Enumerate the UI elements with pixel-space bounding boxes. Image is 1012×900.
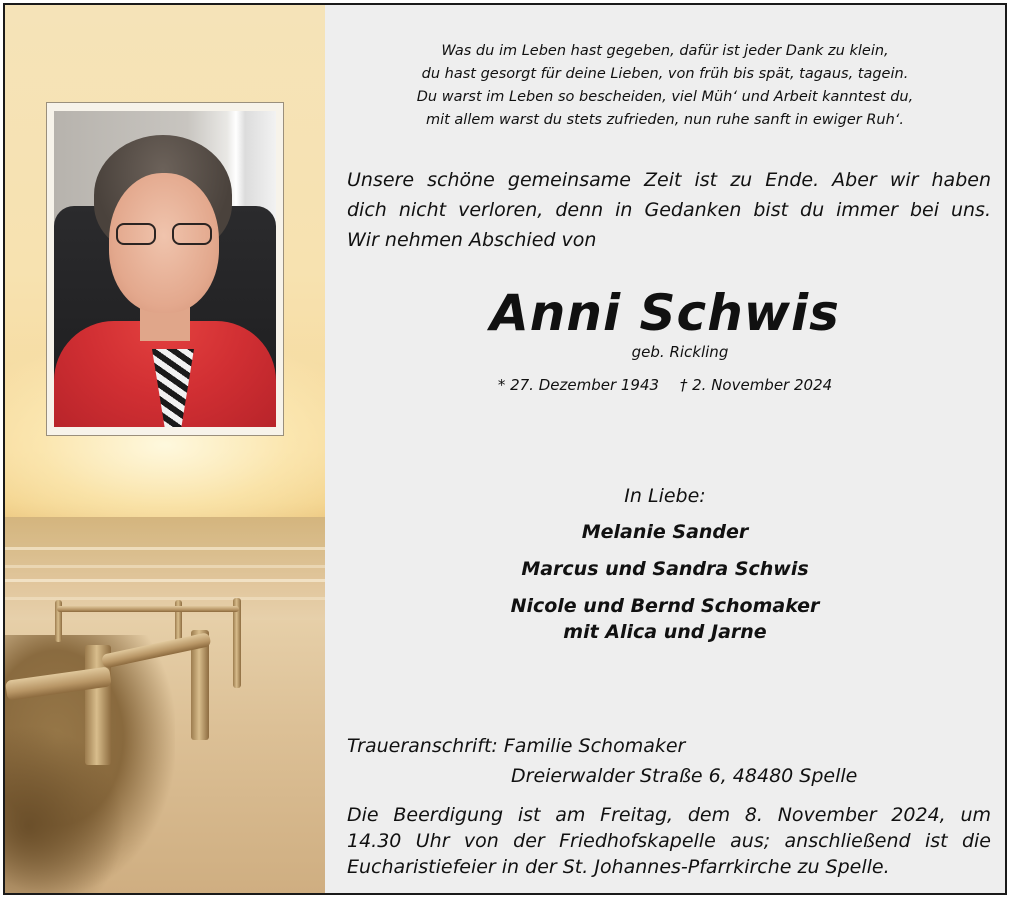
mourners-heading: In Liebe: [624,485,706,507]
mourning-address-line-1: Traueranschrift: Familie Schomaker [347,735,686,757]
beach-sunset-background [5,5,325,893]
maiden-name: geb. Rickling [631,343,729,361]
poem-line: mit allem warst du stets zufrieden, nun ruhe sanft in ewiger Ruh‘. [425,112,905,128]
memorial-poem [325,40,1005,132]
poem-line: du hast gesorgt für deine Lieben, von früh bis spät, tagaus, tagein. [421,66,909,82]
life-dates [325,376,1005,394]
poem-line: Was du im Leben hast gegeben, dafür ist jeder Dank zu klein, [441,43,889,59]
mourners-list [325,519,1005,645]
funeral-line: 14.30 Uhr von der Friedhofskapelle aus; anschließend ist die [347,830,991,852]
mourner-name: Nicole und Bernd Schomaker [510,595,820,617]
fence-rail [57,606,239,612]
portrait-photo [54,111,276,427]
intro-line: Wir nehmen Abschied von [347,229,597,251]
funeral-line: Die Beerdigung ist am Freitag, dem 8. November 2024, um [347,804,991,826]
poem-line: Du warst im Leben so bescheiden, viel Müh‘ und Arbeit kanntest du, [416,89,914,105]
mourner-name: Melanie Sander [581,521,749,543]
intro-line: dich nicht verloren, denn in Gedanken bist du immer bei uns. [347,199,991,221]
funeral-details [347,802,991,880]
glasses-icon [116,223,214,247]
notice-text-area [325,5,1005,893]
intro-line: Unsere schöne gemeinsame Zeit ist zu Ende. Aber wir haben [347,169,991,191]
funeral-line: Eucharistiefeier in der St. Johannes-Pfarrkirche zu Spelle. [347,856,890,878]
mourner-name: Marcus und Sandra Schwis [521,558,809,580]
deceased-name: Anni Schwis [490,284,840,342]
birth-date: * 27. Dezember 1943 [497,376,660,394]
farewell-intro [347,165,991,255]
portrait-frame [46,102,284,436]
obituary-notice [3,3,1007,895]
mourner-name: mit Alica und Jarne [563,621,767,643]
death-date: † 2. November 2024 [679,376,833,394]
mourning-address-line-2: Dreierwalder Straße 6, 48480 Spelle [511,765,858,787]
